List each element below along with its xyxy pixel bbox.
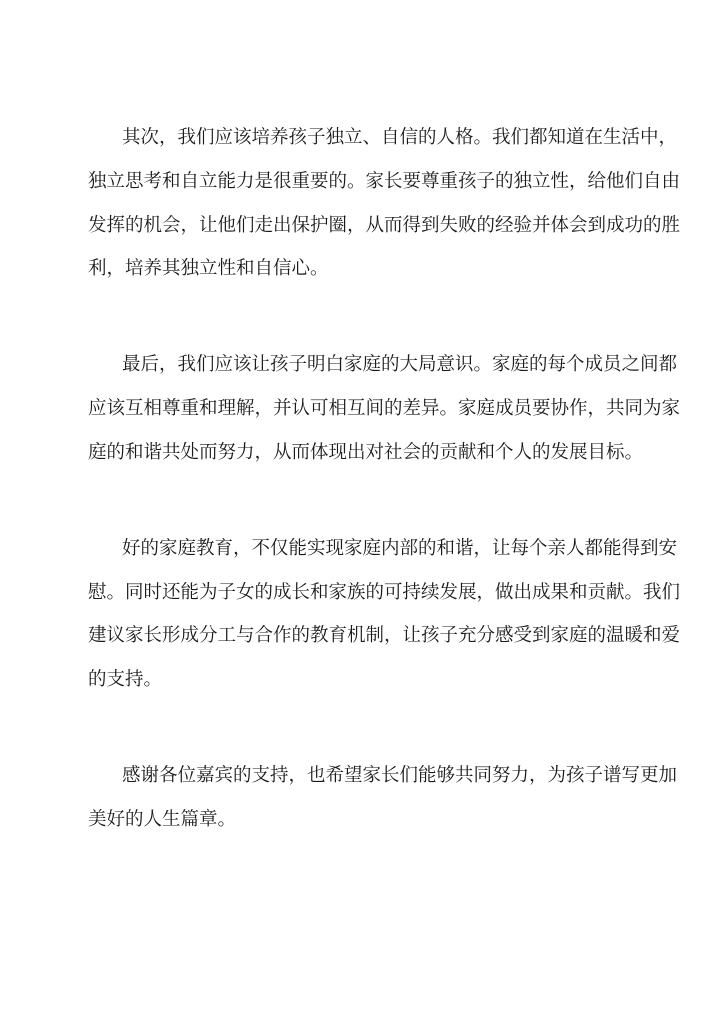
paragraph-3-line-3: 建议家长形成分工与合作的教育机制，让孩子充分感受到家庭的温暖和爱 (88, 625, 681, 646)
paragraph-3-line-1: 好的家庭教育，不仅能实现家庭内部的和谐，让每个亲人都能得到安 (122, 538, 678, 559)
paragraph-4-line-2: 美好的人生篇章。 (88, 809, 237, 830)
paragraph-2-line-3: 庭的和谐共处而努力，从而体现出对社会的贡献和个人的发展目标。 (88, 442, 644, 463)
paragraph-4-line-1: 感谢各位嘉宾的支持，也希望家长们能够共同努力，为孩子谱写更加 (122, 765, 678, 786)
paragraph-2-line-2: 应该互相尊重和理解，并认可相互间的差异。家庭成员要协作，共同为家 (88, 398, 681, 419)
paragraph-1-line-4: 利，培养其独立性和自信心。 (88, 258, 329, 279)
paragraph-1-line-2: 独立思考和自立能力是很重要的。家长要尊重孩子的独立性，给他们自由 (88, 171, 681, 192)
paragraph-2-line-1: 最后，我们应该让孩子明白家庭的大局意识。家庭的每个成员之间都 (122, 354, 678, 375)
paragraph-3-line-4: 的支持。 (88, 669, 163, 690)
paragraph-1-line-1: 其次，我们应该培养孩子独立、自信的人格。我们都知道在生活中， (122, 127, 678, 148)
paragraph-3-line-2: 慰。同时还能为子女的成长和家族的可持续发展，做出成果和贡献。我们 (88, 582, 681, 603)
paragraph-1-line-3: 发挥的机会，让他们走出保护圈，从而得到失败的经验并体会到成功的胜 (88, 215, 681, 236)
